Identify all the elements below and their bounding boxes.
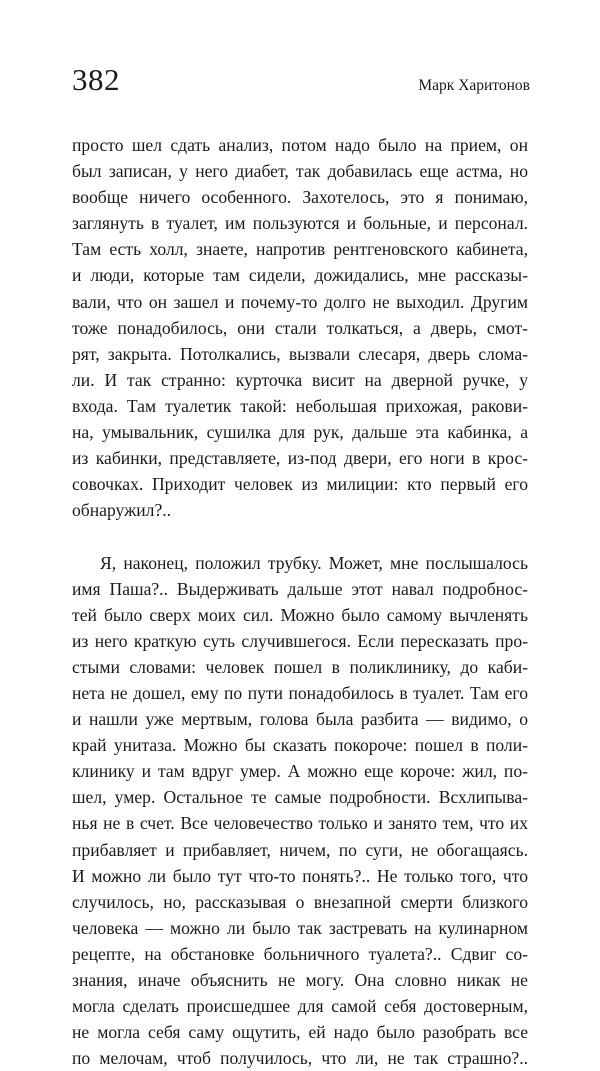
text-line: вообще ничего особенного. Захотелось, это я понимаю, — [72, 184, 528, 210]
page-number: 382 — [72, 62, 120, 98]
body-text — [72, 132, 528, 1071]
text-line: Я, наконец, положил трубку. Может, мне послышалось — [72, 550, 528, 576]
text-line: вали, что он зашел и почему-то долго не выходил. Другим — [72, 289, 528, 315]
text-line: прибавляет и прибавляет, ничем, по суги, не обогащаясь. — [72, 837, 528, 863]
text-line: рецепте, на обстановке больничного туалета?.. Сдвиг со- — [72, 941, 528, 967]
text-line: край унитаза. Можно бы сказать покороче: пошел в поли- — [72, 732, 528, 758]
text-line: могла сделать происшедшее для самой себя достоверным, — [72, 993, 528, 1019]
text-line: нета не дошел, ему по пути понадобилось в туалет. Там его — [72, 680, 528, 706]
running-header-author: Марк Харитонов — [418, 76, 530, 96]
text-line: просто шел сдать анализ, потом надо было на прием, он — [72, 132, 528, 158]
text-line: заглянуть в туалет, им пользуются и больные, и персонал. — [72, 210, 528, 236]
text-line: тей было сверх моих сил. Можно было самому вычленять — [72, 602, 528, 628]
text-line: знания, иначе объяснить не могу. Она словно никак не — [72, 967, 528, 993]
text-line: был записан, у него диабет, так добавилась еще астма, но — [72, 158, 528, 184]
text-line: рят, закрыта. Потолкались, вызвали слесаря, дверь слома- — [72, 341, 528, 367]
text-line: И можно ли было тут что-то понять?.. Не только того, что — [72, 863, 528, 889]
paragraph-gap — [72, 523, 528, 549]
text-line: обнаружил?.. — [72, 497, 528, 523]
text-line: совочках. Приходит человек из милиции: кто первый его — [72, 471, 528, 497]
text-line: Там есть холл, знаете, напротив рентгеновского кабинета, — [72, 236, 528, 262]
text-line: человека — можно ли было так застревать на кулинарном — [72, 915, 528, 941]
text-line: на, умывальник, сушилка для рук, дальше эта кабинка, а — [72, 419, 528, 445]
text-line: из кабинки, представляете, из-под двери, его ноги в крос- — [72, 445, 528, 471]
text-line: тоже понадобилось, они стали толкаться, а дверь, смот- — [72, 315, 528, 341]
text-line: шел, умер. Остальное те самые подробности. Всхлипыва- — [72, 784, 528, 810]
text-line: ли. И так странно: курточка висит на дверной ручке, у — [72, 367, 528, 393]
text-line: случилось, но, рассказывая о внезапной смерти близкого — [72, 889, 528, 915]
paragraph-1 — [72, 132, 528, 523]
text-line: не могла себя саму ощутить, ей надо было разобрать все — [72, 1019, 528, 1045]
text-line: клинику и там вдруг умер. А можно еще короче: жил, по- — [72, 758, 528, 784]
text-line: стыми словами: человек пошел в поликлинику, до каби- — [72, 654, 528, 680]
text-line: нья не в счет. Все человечество только и занято тем, что их — [72, 810, 528, 836]
paragraph-2 — [72, 550, 528, 1071]
text-line: имя Паша?.. Выдерживать дальше этот навал подробнос- — [72, 576, 528, 602]
text-line: из него краткую суть случившегося. Если пересказать про- — [72, 628, 528, 654]
text-line: и нашли уже мертвым, голова была разбита — видимо, о — [72, 706, 528, 732]
text-line: входа. Там туалетик такой: небольшая прихожая, ракови- — [72, 393, 528, 419]
text-line: по мелочам, чтоб получилось, что ли, не так страшно?.. — [72, 1045, 528, 1071]
text-line: и люди, которые там сидели, дожидались, мне рассказы- — [72, 262, 528, 288]
